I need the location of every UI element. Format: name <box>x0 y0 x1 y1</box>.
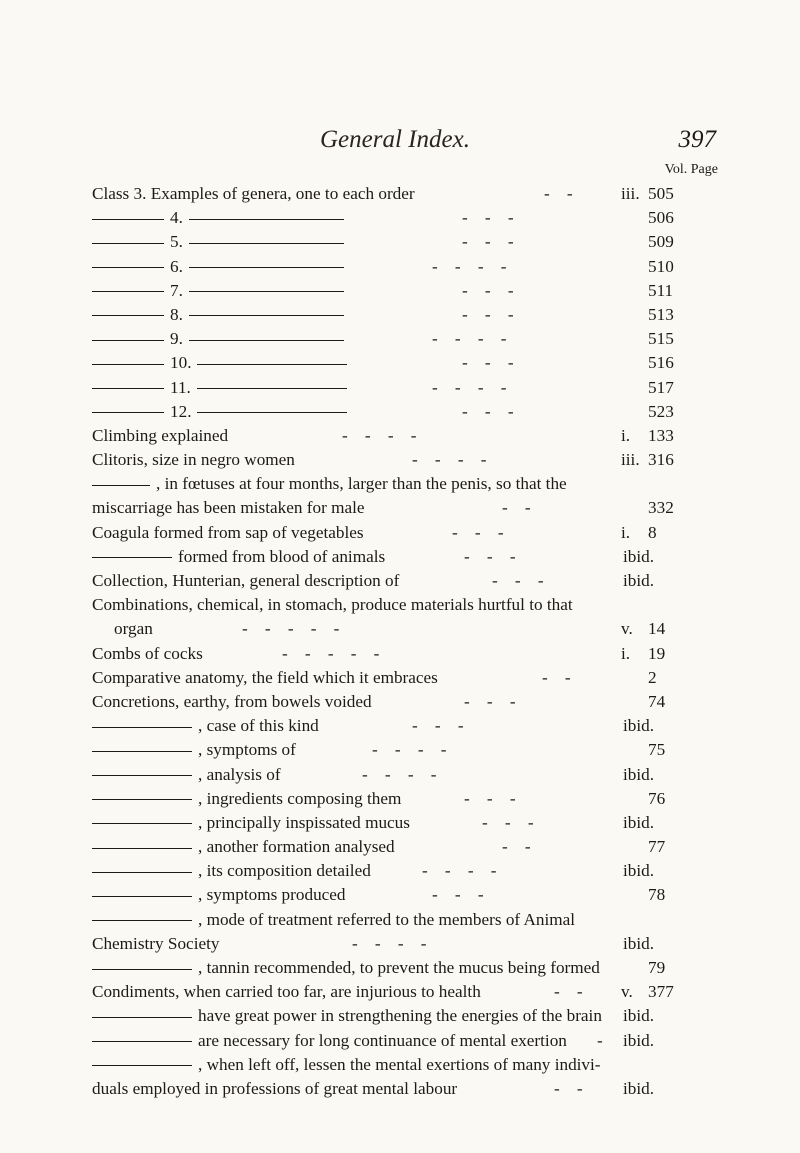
entry-label: , case of this kind <box>198 716 319 736</box>
index-entry <box>92 327 704 351</box>
ditto-dash <box>92 291 164 292</box>
ditto-dash <box>92 799 192 800</box>
entry-label: Class 3. Examples of genera, one to each order <box>92 184 415 203</box>
leader-dashes: - - - - <box>352 933 427 953</box>
entry-text <box>92 327 350 351</box>
leader-dashes: - - - <box>462 353 514 373</box>
entry-text <box>92 448 295 472</box>
entry-text <box>92 424 228 448</box>
leader-dashes: - - <box>502 498 531 518</box>
entry-label: , mode of treatment referred to the members of Animal <box>198 909 576 929</box>
entry-label: , principally inspissated mucus <box>198 812 410 832</box>
index-entry <box>92 303 704 327</box>
leader-dashes: - <box>597 1030 603 1050</box>
entry-text <box>92 255 350 279</box>
entry-label: 10. <box>170 353 192 373</box>
entry-label: 12. <box>170 401 192 421</box>
ditto-dash <box>92 340 164 341</box>
page-reference: ibid. <box>623 716 655 736</box>
entry-text <box>92 545 385 569</box>
ditto-dash <box>92 315 164 316</box>
page-reference: 516 <box>648 353 674 373</box>
ditto-dash <box>92 243 164 244</box>
page-reference: 2 <box>648 667 657 687</box>
page-reference: 517 <box>648 377 674 397</box>
index-entry <box>92 351 704 375</box>
index-entry <box>92 521 704 545</box>
leader-dashes: - - - <box>482 812 534 832</box>
ditto-dash <box>197 412 347 413</box>
entry-label: Combinations, chemical, in stomach, produce materials hurtful to that <box>92 595 573 615</box>
ditto-dash <box>189 267 344 268</box>
leader-dashes: - - - - - <box>282 643 380 663</box>
page-reference: 74 <box>648 691 666 711</box>
entry-label: , its composition detailed <box>198 861 371 881</box>
entry-text <box>92 496 365 520</box>
ditto-dash <box>92 388 164 389</box>
leader-dashes: - - <box>542 667 571 687</box>
leader-dashes: - - - - <box>432 329 507 349</box>
index-entry <box>92 545 704 569</box>
entry-label: Clitoris, size in negro women <box>92 450 295 470</box>
page-reference: 506 <box>648 208 674 228</box>
entry-text <box>92 1029 567 1053</box>
entry-label: 9. <box>170 329 183 349</box>
index-entry <box>92 1053 704 1077</box>
entry-text <box>92 642 203 666</box>
page-number: 397 <box>678 126 716 153</box>
leader-dashes: - - - <box>464 546 516 566</box>
page-reference: 513 <box>648 304 674 324</box>
entry-label: 7. <box>170 280 183 300</box>
leader-dashes: - - - - <box>432 256 507 276</box>
entry-label: 4. <box>170 208 183 228</box>
leader-dashes: - - - <box>432 885 484 905</box>
entry-text <box>92 593 573 617</box>
index-entry <box>92 617 704 641</box>
index-entry <box>92 666 704 690</box>
page-reference: 133 <box>648 425 674 445</box>
index-entry <box>92 472 704 496</box>
index-entry <box>92 593 704 617</box>
entry-text <box>92 230 350 254</box>
volume-number: iii. <box>621 450 640 470</box>
ditto-dash <box>92 364 164 365</box>
entry-text <box>92 1004 602 1028</box>
page-reference: ibid. <box>623 546 655 566</box>
entry-label: Condiments, when carried too far, are injurious to health <box>92 982 481 1002</box>
page-reference: ibid. <box>623 1078 655 1098</box>
ditto-dash <box>189 340 344 341</box>
page-reference: 75 <box>648 740 666 760</box>
entry-label: Coagula formed from sap of vegetables <box>92 522 364 542</box>
volume-number: iii. <box>621 184 640 203</box>
index-entry <box>92 1004 704 1028</box>
leader-dashes: - - <box>544 184 573 203</box>
leader-dashes: - - - - - <box>242 619 340 639</box>
page-reference: 377 <box>648 982 674 1002</box>
leader-dashes: - - <box>502 837 531 857</box>
page-reference: 523 <box>648 401 674 421</box>
page-reference: ibid. <box>623 812 655 832</box>
volume-number: i. <box>621 425 631 445</box>
ditto-dash <box>92 872 192 873</box>
entry-label: have great power in strengthening the energies of the brain <box>198 1006 602 1026</box>
ditto-dash <box>92 969 192 970</box>
page-reference: ibid. <box>623 1030 655 1050</box>
index-entry <box>92 255 704 279</box>
leader-dashes: - - - - <box>412 450 487 470</box>
entry-text <box>92 690 372 714</box>
index-entry <box>92 932 704 956</box>
entry-text <box>92 787 401 811</box>
index-entry <box>92 448 704 472</box>
entry-label: , ingredients composing them <box>198 788 402 808</box>
entry-text <box>92 521 364 545</box>
vol-page-heading: Vol. Page <box>664 162 718 177</box>
entry-text <box>92 376 353 400</box>
entry-text <box>92 714 319 738</box>
page-reference: 79 <box>648 958 666 977</box>
ditto-dash <box>92 267 164 268</box>
leader-dashes: - - - <box>462 401 514 421</box>
leader-dashes: - - - <box>492 571 544 590</box>
ditto-dash <box>189 243 344 244</box>
ditto-dash <box>92 485 150 486</box>
entry-text <box>92 835 395 859</box>
index-entry <box>92 956 704 980</box>
entry-label: , symptoms of <box>198 740 296 760</box>
index-entry <box>92 230 704 254</box>
entry-text <box>92 351 353 375</box>
index-page <box>92 126 718 1101</box>
ditto-dash <box>92 896 192 897</box>
entry-text <box>92 811 410 835</box>
entry-label: , symptoms produced <box>198 885 346 905</box>
entry-text <box>92 569 399 593</box>
entry-label: , in fœtuses at four months, larger than the penis, so that the <box>156 474 567 494</box>
ditto-dash <box>92 1017 192 1018</box>
entry-label: miscarriage has been mistaken for male <box>92 498 365 518</box>
page-reference: 509 <box>648 232 674 252</box>
entry-label: duals employed in professions of great mental labour <box>92 1078 458 1098</box>
entry-label: are necessary for long continuance of mental exertion <box>198 1030 567 1050</box>
entry-label: organ <box>114 619 153 639</box>
volume-number: v. <box>621 982 633 1002</box>
ditto-dash <box>92 727 192 728</box>
index-entry <box>92 376 704 400</box>
entry-text <box>92 472 567 496</box>
entry-text <box>92 738 296 762</box>
index-entry <box>92 1029 704 1053</box>
leader-dashes: - - <box>554 982 583 1002</box>
entry-text <box>92 400 353 424</box>
page-reference: 332 <box>648 498 674 518</box>
entry-text <box>92 279 350 303</box>
index-entry <box>92 763 704 787</box>
entry-label: Climbing explained <box>92 425 229 445</box>
leader-dashes: - - <box>554 1078 583 1098</box>
entry-label: , analysis of <box>198 764 281 784</box>
index-entry <box>92 424 704 448</box>
entry-label: Concretions, earthy, from bowels voided <box>92 691 372 711</box>
index-entry <box>92 883 704 907</box>
entry-text <box>92 980 481 1004</box>
leader-dashes: - - - <box>464 788 516 808</box>
entry-label: 6. <box>170 256 183 276</box>
ditto-dash <box>92 557 172 558</box>
index-entry <box>92 1077 704 1101</box>
entry-text <box>92 303 350 327</box>
page-reference: 77 <box>648 837 666 857</box>
entry-label: Chemistry Society <box>92 933 220 953</box>
page-reference: 78 <box>648 885 666 905</box>
index-entry <box>92 496 704 520</box>
leader-dashes: - - - <box>452 522 504 542</box>
leader-dashes: - - - - <box>372 740 447 760</box>
leader-dashes: - - - - <box>342 425 417 445</box>
page-reference: ibid. <box>623 764 655 784</box>
index-entry <box>92 835 704 859</box>
index-entry <box>92 182 704 206</box>
entry-text <box>92 883 346 907</box>
ditto-dash <box>92 775 192 776</box>
page-reference: 515 <box>648 329 674 349</box>
leader-dashes: - - - <box>464 691 516 711</box>
ditto-dash <box>92 848 192 849</box>
entry-text <box>92 182 415 206</box>
leader-dashes: - - - <box>462 304 514 324</box>
ditto-dash <box>92 412 164 413</box>
leader-dashes: - - - - <box>422 861 497 881</box>
column-heads <box>92 162 718 182</box>
ditto-dash <box>92 920 192 921</box>
entry-label: , tannin recommended, to prevent the mucus being formed <box>198 958 600 977</box>
ditto-dash <box>92 751 192 752</box>
volume-number: i. <box>621 643 631 663</box>
page-reference: ibid. <box>623 861 655 881</box>
page-reference: 76 <box>648 788 666 808</box>
index-entries <box>92 182 704 1101</box>
index-entry <box>92 859 704 883</box>
entry-label: , another formation analysed <box>198 837 395 857</box>
entry-label: Comparative anatomy, the field which it embraces <box>92 667 438 687</box>
entry-text <box>92 908 575 932</box>
index-entry <box>92 980 704 1004</box>
ditto-dash <box>92 1041 192 1042</box>
page-reference: 510 <box>648 256 674 276</box>
page-reference: ibid. <box>623 571 655 590</box>
volume-number: v. <box>621 619 633 639</box>
index-entry <box>92 400 704 424</box>
ditto-dash <box>197 364 347 365</box>
page-reference: 316 <box>648 450 674 470</box>
ditto-dash <box>189 219 344 220</box>
entry-text <box>92 666 438 690</box>
ditto-dash <box>92 823 192 824</box>
leader-dashes: - - - <box>462 232 514 252</box>
page-reference: 19 <box>648 643 666 663</box>
page-reference: 8 <box>648 522 657 542</box>
ditto-dash <box>92 1065 192 1066</box>
page-reference: 14 <box>648 619 666 639</box>
entry-label: 5. <box>170 232 183 252</box>
leader-dashes: - - - <box>412 716 464 736</box>
entry-text <box>92 932 219 956</box>
entry-text <box>92 206 350 230</box>
entry-text <box>114 617 153 641</box>
index-entry <box>92 279 704 303</box>
index-entry <box>92 206 704 230</box>
entry-label: , when left off, lessen the mental exertions of many indivi- <box>198 1054 601 1074</box>
index-entry <box>92 811 704 835</box>
index-entry <box>92 569 704 593</box>
entry-text <box>92 1053 601 1077</box>
index-entry <box>92 714 704 738</box>
ditto-dash <box>197 388 347 389</box>
page-reference: 505 <box>648 184 674 203</box>
entry-label: 8. <box>170 304 183 324</box>
ditto-dash <box>189 291 344 292</box>
leader-dashes: - - - - <box>362 764 437 784</box>
leader-dashes: - - - <box>462 208 514 228</box>
index-entry <box>92 738 704 762</box>
index-entry <box>92 642 704 666</box>
leader-dashes: - - - <box>462 280 514 300</box>
entry-text <box>92 763 281 787</box>
entry-label: formed from blood of animals <box>178 546 386 566</box>
running-title: General Index. <box>320 126 470 153</box>
index-entry <box>92 908 704 932</box>
page-reference: 511 <box>648 280 674 300</box>
page-reference: ibid. <box>623 933 655 953</box>
ditto-dash <box>92 219 164 220</box>
page-header <box>92 126 716 162</box>
index-entry <box>92 787 704 811</box>
entry-label: Collection, Hunterian, general description of <box>92 571 400 590</box>
page-reference: ibid. <box>623 1006 655 1026</box>
entry-label: 11. <box>170 377 191 397</box>
index-entry <box>92 690 704 714</box>
entry-text <box>92 859 371 883</box>
leader-dashes: - - - - <box>432 377 507 397</box>
entry-text <box>92 1077 457 1101</box>
entry-text <box>92 956 600 980</box>
ditto-dash <box>189 315 344 316</box>
entry-label: Combs of cocks <box>92 643 203 663</box>
volume-number: i. <box>621 522 631 542</box>
